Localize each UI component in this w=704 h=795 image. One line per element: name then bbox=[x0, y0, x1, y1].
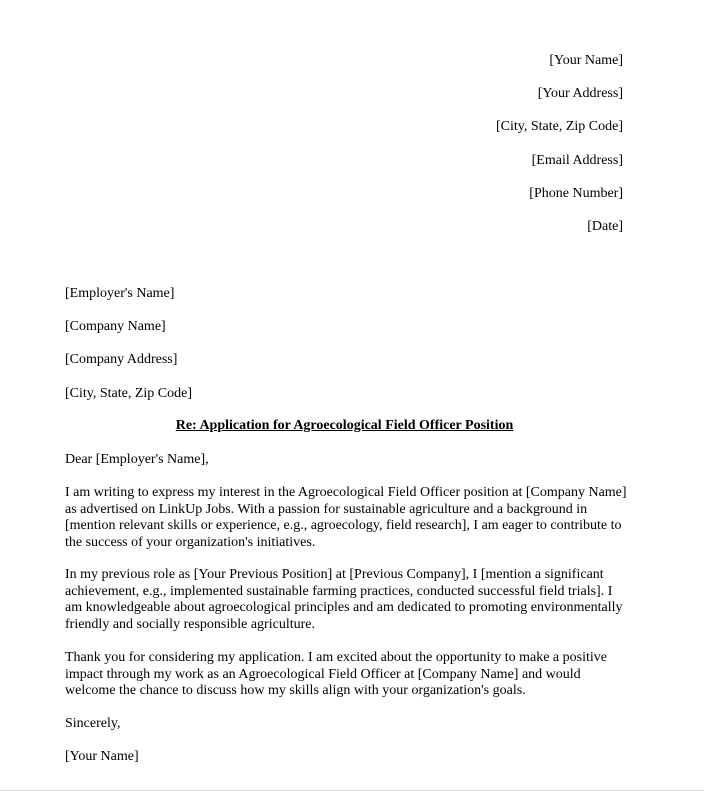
salutation bbox=[65, 452, 631, 469]
signature-name: [Your Name] bbox=[65, 749, 139, 764]
sender-city-state-zip: [City, State, Zip Code] bbox=[495, 119, 623, 135]
body-paragraph-1 bbox=[65, 485, 631, 551]
body-paragraph-3 bbox=[65, 650, 631, 700]
paragraph-text: In my previous role as [Your Previous Position] at [Previous Company], I [mention a significant achievement, e.g., implemented sustainable farming practices, conducted successful field trials]. I am knowledgeable about agroecological principles and am dedicated to promoting environmentally friendly and socially responsible agriculture. bbox=[65, 567, 623, 632]
recipient-employer-name: [Employer's Name] bbox=[65, 286, 175, 301]
paragraph-text: Thank you for considering my application. I am excited about the opportunity to make a positive impact through my work as an Agroecological Field Officer at [Company Name] and would welcome the chance to discuss how my skills align with your organization's goals. bbox=[65, 650, 607, 698]
closing-text: Sincerely, bbox=[65, 716, 121, 731]
salutation-text: Dear [Employer's Name], bbox=[65, 452, 209, 467]
page-bottom-divider bbox=[0, 790, 704, 791]
subject-line: Re: Application for Agroecological Field Officer Position bbox=[175, 418, 514, 433]
sender-email: [Email Address] bbox=[531, 152, 623, 168]
sender-phone: [Phone Number] bbox=[529, 185, 623, 201]
recipient-block bbox=[65, 286, 192, 419]
recipient-company-name: [Company Name] bbox=[65, 319, 166, 335]
letter-date: [Date] bbox=[587, 218, 623, 234]
sender-name: [Your Name] bbox=[549, 53, 623, 68]
sender-block bbox=[496, 53, 623, 252]
recipient-city-state-zip: [City, State, Zip Code] bbox=[65, 385, 193, 401]
sender-address: [Your Address] bbox=[537, 86, 623, 102]
recipient-company-address: [Company Address] bbox=[65, 352, 178, 368]
body-paragraph-2 bbox=[65, 567, 631, 633]
signature bbox=[65, 749, 631, 766]
closing bbox=[65, 716, 631, 733]
paragraph-text: I am writing to express my interest in the Agroecological Field Officer position at [Company Name] as advertised on LinkUp Jobs. With a passion for sustainable agriculture and a background in [mention relevant skills or experience, e.g., agroecology, field research], I am eager to contribute to the success of your organization's initiatives. bbox=[65, 485, 627, 550]
